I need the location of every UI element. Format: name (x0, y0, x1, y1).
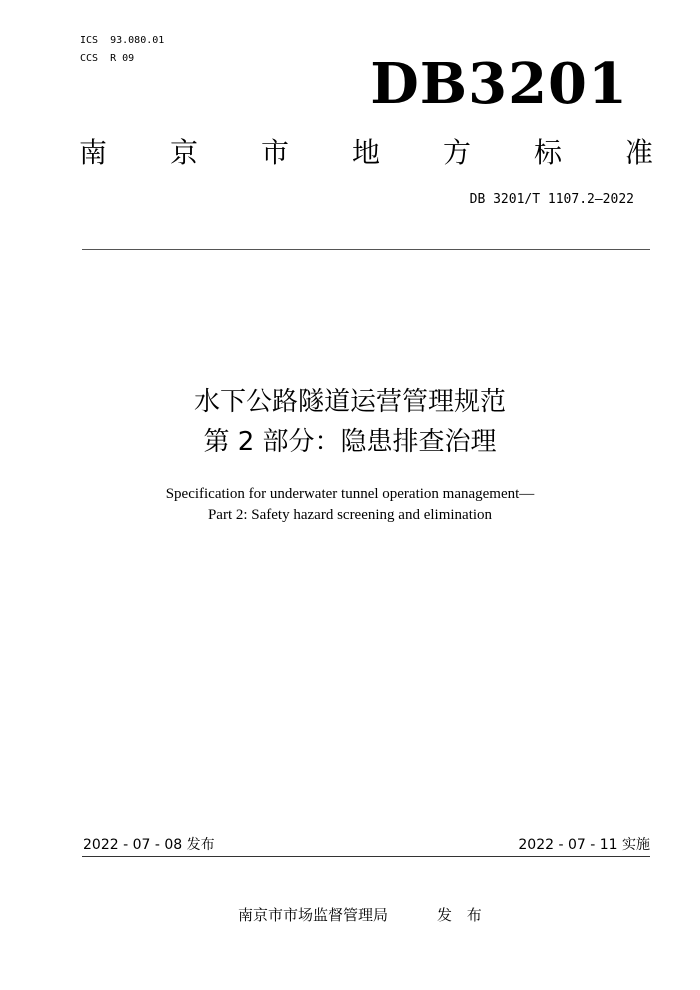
title-chinese-line-1: 水下公路隧道运营管理规范 (193, 387, 506, 417)
standard-type-char: 标 (533, 136, 562, 169)
implementation-date: 2022 - 07 - 11 实施 (518, 837, 650, 853)
standard-number: DB 3201/T 1107.2—2022 (469, 192, 634, 207)
standard-type-char: 方 (442, 136, 471, 169)
publisher-name: 南京市市场监督管理局 (238, 906, 389, 924)
top-divider (82, 249, 650, 250)
title-english-line-1: Specification for underwater tunnel operation management— (165, 486, 535, 502)
title-chinese-line-2: 第 2 部分：隐患排查治理 (203, 427, 497, 457)
standard-type-char: 地 (351, 136, 380, 169)
issue-date: 2022 - 07 - 08 发布 (83, 837, 215, 853)
ccs-code: CCS R 09 (80, 53, 135, 64)
standard-type-char: 京 (169, 136, 198, 169)
publish-label: 发 布 (437, 906, 482, 924)
standard-type-heading (76, 136, 656, 170)
standard-type-char: 市 (260, 136, 289, 169)
bottom-divider (82, 856, 650, 857)
standard-type-char: 南 (78, 136, 107, 169)
standard-code-logo: DB3201 (370, 51, 628, 117)
ics-code: ICS 93.080.01 (80, 35, 165, 46)
standard-type-char: 准 (624, 136, 653, 169)
title-english-line-2: Part 2: Safety hazard screening and elimination (207, 507, 493, 523)
